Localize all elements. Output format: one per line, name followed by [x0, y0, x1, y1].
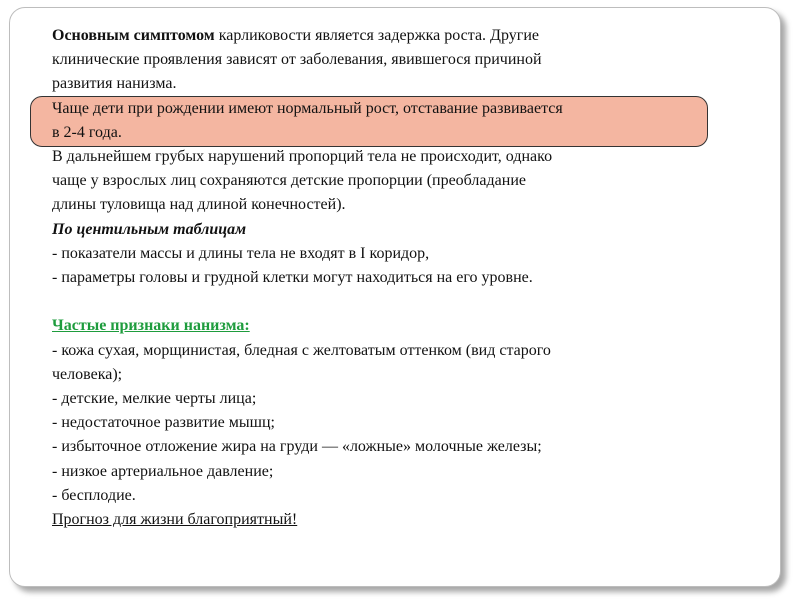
intro-line-3: развития нанизма.: [52, 75, 177, 93]
slide-content: [52, 24, 752, 532]
intro-line-1: [52, 24, 752, 48]
signs-item: - кожа сухая, морщинистая, бледная с желтоватым оттенком (вид старого: [52, 341, 551, 359]
signs-heading-line: [52, 314, 752, 338]
highlight-line-1: Чаще дети при рождении имеют нормальный рост, отставание развивается: [52, 99, 563, 117]
signs-item: - детские, мелкие черты лица;: [52, 390, 257, 408]
proportions-line-3: длины туловища над длиной конечностей).: [52, 196, 346, 214]
intro-line-2: клинические проявления зависят от заболевания, явившегося причиной: [52, 51, 542, 69]
signs-item: человека);: [52, 365, 123, 383]
spacer: [52, 290, 752, 314]
signs-item: - низкое артериальное давление;: [52, 462, 274, 480]
prognosis: Прогноз для жизни благоприятный!: [52, 511, 298, 529]
proportions-line-2: чаще у взрослых лиц сохраняются детские пропорции (преобладание: [52, 172, 526, 190]
signs-heading: Частые признаки нанизма:: [52, 317, 250, 335]
centile-item: - параметры головы и грудной клетки могут находиться на его уровне.: [52, 269, 533, 287]
intro-line-1-rest: карликовости является задержка роста. Другие: [214, 27, 539, 44]
prognosis-line: [52, 508, 752, 532]
highlight-line-2: в 2-4 года.: [52, 123, 122, 141]
signs-item: - недостаточное развитие мышц;: [52, 414, 275, 432]
centile-heading: По центильным таблицам: [52, 220, 247, 238]
proportions-line-1: В дальнейшем грубых нарушений пропорций тела не происходит, однако: [52, 148, 553, 166]
signs-item: - бесплодие.: [52, 486, 136, 504]
signs-item: - избыточное отложение жира на груди — «ложные» молочные железы;: [52, 438, 542, 456]
intro-bold-lead: Основным симптомом: [52, 27, 215, 44]
centile-item: - показатели массы и длины тела не входят в I коридор,: [52, 244, 430, 262]
